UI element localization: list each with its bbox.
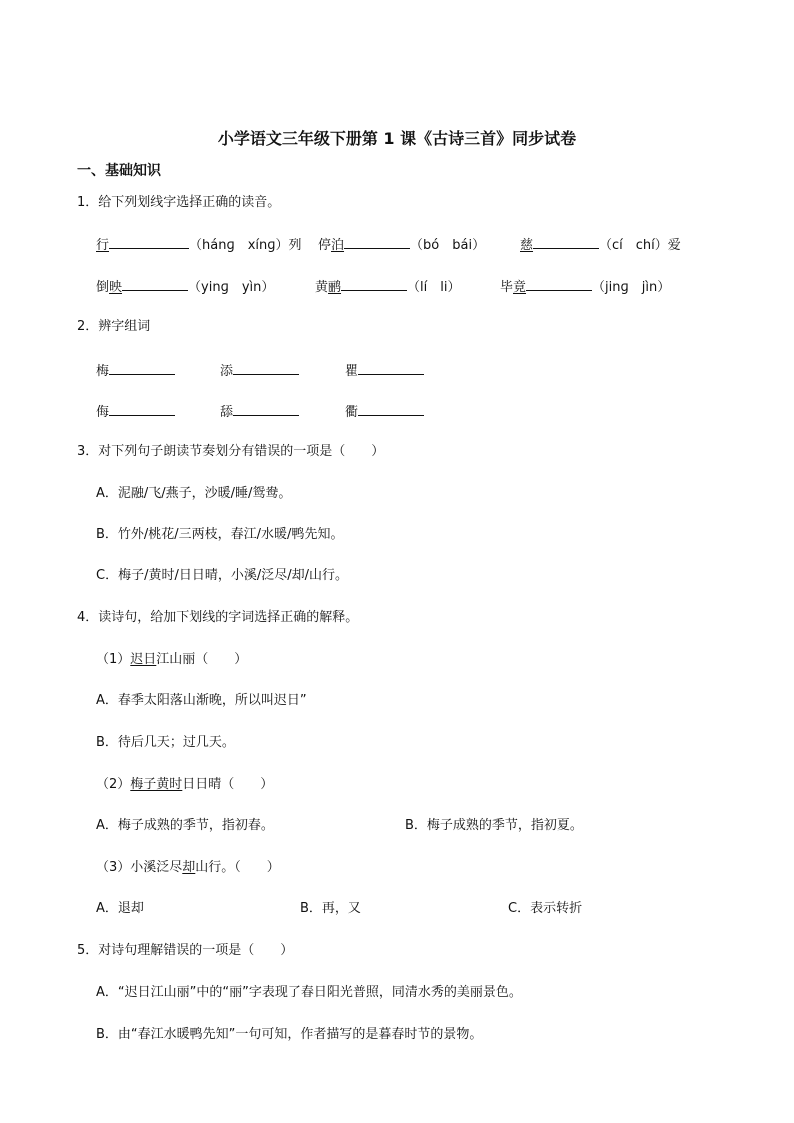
q4-2-option-b[interactable]: B．梅子成熟的季节，指初夏。: [405, 818, 583, 833]
underlined-char: 竟: [513, 280, 527, 295]
answer-blank[interactable]: [233, 401, 299, 416]
q4-3-option-a[interactable]: A．退却: [96, 901, 144, 916]
question-2-stem: 2．辨字组词: [77, 319, 151, 334]
question-3-stem: 3．对下列句子朗读节奏划分有错误的一项是（ ）: [77, 444, 385, 459]
q4-part-1: （1）迟日江山丽（ ）: [96, 652, 248, 667]
answer-blank[interactable]: [109, 360, 175, 375]
q2-item: 梅: [96, 360, 175, 381]
answer-blank[interactable]: [358, 401, 424, 416]
q1-item-2: 停泊 （bó bái）: [318, 234, 485, 255]
question-4-stem: 4．读诗句，给加下划线的字词选择正确的解释。: [77, 610, 359, 625]
answer-blank[interactable]: [233, 360, 299, 375]
underlined-char: 慈: [520, 238, 534, 253]
answer-blank[interactable]: [358, 360, 424, 375]
underlined-char: 行: [96, 238, 110, 253]
q2-item: 瞿: [345, 360, 424, 381]
q2-item: 添: [220, 360, 299, 381]
q4-1-option-a[interactable]: A．春季太阳落山渐晚，所以叫迟日”: [96, 693, 307, 708]
answer-blank[interactable]: [122, 276, 188, 291]
q2-item: 侮: [96, 401, 175, 422]
q1-item-3: 慈 （cí chí）爱: [520, 234, 681, 255]
question-1-stem: 1．给下列划线字选择正确的读音。: [77, 195, 281, 210]
q1-item-4: 倒映 （yinɡ yìn）: [96, 276, 274, 297]
answer-blank[interactable]: [341, 276, 407, 291]
q2-item: 舔: [220, 401, 299, 422]
q1-item-5: 黄鹂 （lí li）: [315, 276, 460, 297]
q4-1-option-b[interactable]: B．待后几天；过几天。: [96, 735, 235, 750]
underlined-phrase: 迟日: [130, 652, 157, 667]
underlined-phrase: 梅子黄时: [130, 777, 183, 792]
underlined-char: 泊: [331, 238, 345, 253]
answer-blank[interactable]: [344, 234, 410, 249]
q4-3-option-c[interactable]: C．表示转折: [508, 901, 583, 916]
page-title: 小学语文三年级下册第 1 课《古诗三首》同步试卷: [217, 129, 577, 148]
q4-2-option-a[interactable]: A．梅子成熟的季节，指初春。: [96, 818, 274, 833]
q2-item: 衢: [345, 401, 424, 422]
q5-option-a[interactable]: A．“迟日江山丽”中的“丽”字表现了春日阳光普照，同清水秀的美丽景色。: [96, 985, 522, 1000]
q5-option-b[interactable]: B．由“春江水暖鸭先知”一句可知，作者描写的是暮春时节的景物。: [96, 1027, 483, 1042]
underlined-char: 映: [109, 280, 123, 295]
answer-blank[interactable]: [109, 401, 175, 416]
answer-blank[interactable]: [526, 276, 592, 291]
q4-3-option-b[interactable]: B．再，又: [300, 901, 361, 916]
question-5-stem: 5．对诗句理解错误的一项是（ ）: [77, 943, 294, 958]
q3-option-a[interactable]: A．泥融/飞/燕子，沙暖/睡/鸳鸯。: [96, 486, 292, 501]
q1-item-6: 毕竟 （jinɡ jìn）: [500, 276, 670, 297]
q3-option-c[interactable]: C．梅子/黄时/日日晴，小溪/泛尽/却/山行。: [96, 568, 348, 583]
underlined-char: 鹂: [328, 280, 342, 295]
q4-part-3: （3）小溪泛尽却山行。（ ）: [96, 860, 280, 875]
answer-blank[interactable]: [109, 234, 189, 249]
q4-part-2: （2）梅子黄时日日晴（ ）: [96, 777, 274, 792]
q3-option-b[interactable]: B．竹外/桃花/三两枝，春江/水暖/鸭先知。: [96, 527, 344, 542]
answer-blank[interactable]: [533, 234, 599, 249]
section-heading: 一、基础知识: [77, 163, 161, 179]
q1-item-1: 行 （hánɡ xínɡ）列: [96, 234, 302, 255]
underlined-char: 却: [182, 860, 196, 875]
